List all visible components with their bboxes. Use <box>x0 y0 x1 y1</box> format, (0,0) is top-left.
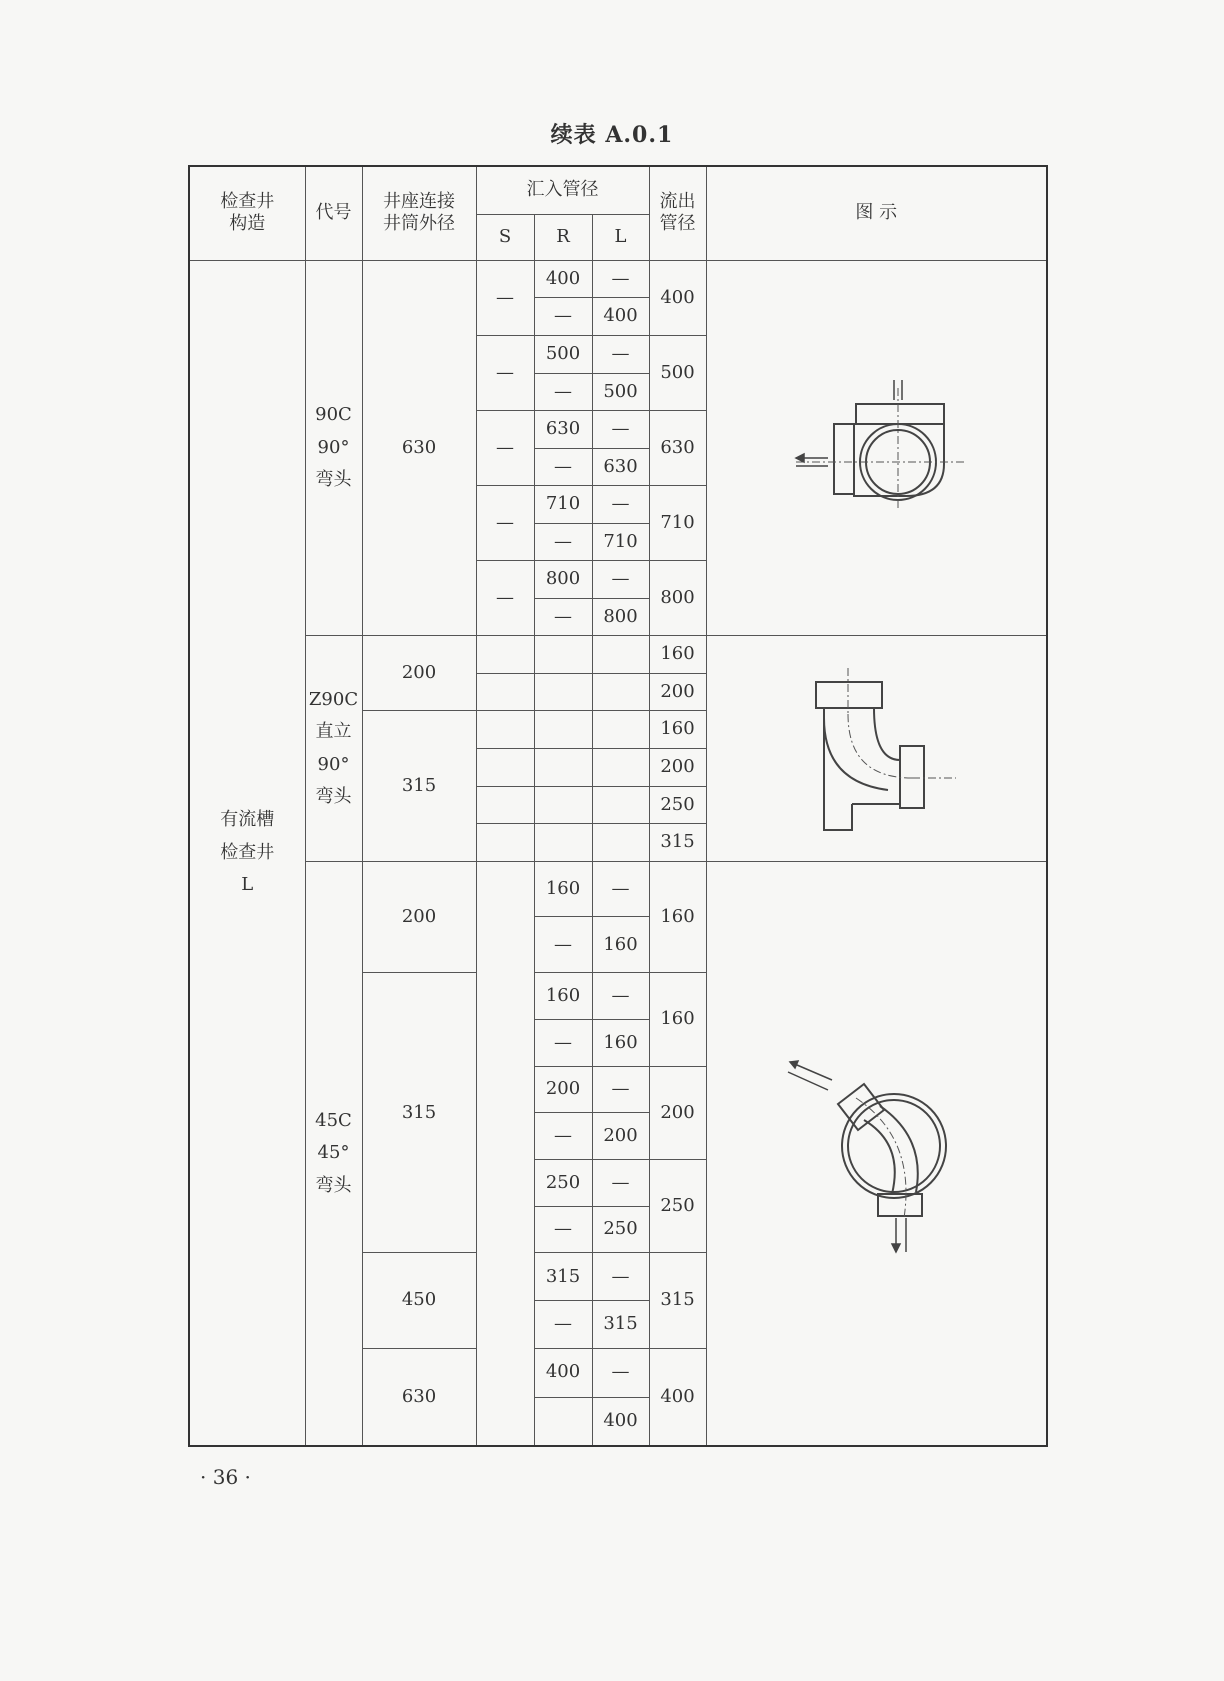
header-s: S <box>476 215 534 261</box>
seat-90c: 630 <box>362 260 476 635</box>
spec-table <box>188 165 1048 1447</box>
header-seat-od-line1: 井座连接 <box>383 190 455 212</box>
r-cell: 315 <box>534 1253 592 1301</box>
header-l: L <box>592 215 649 261</box>
l-cell <box>592 749 649 787</box>
l-cell <box>592 636 649 674</box>
l-cell: — <box>592 973 649 1020</box>
s-cell <box>476 673 534 711</box>
outlet-cell: 250 <box>649 1160 706 1253</box>
r-cell: — <box>534 598 592 636</box>
r-cell: — <box>534 1113 592 1160</box>
structure-label-line2: 检查井 <box>220 841 275 863</box>
l-cell: 400 <box>592 298 649 336</box>
r-cell: 800 <box>534 561 592 599</box>
r-cell <box>534 824 592 862</box>
r-cell: 500 <box>534 335 592 373</box>
r-cell: 630 <box>534 411 592 449</box>
figure-z90c <box>706 636 1047 861</box>
l-cell: 800 <box>592 598 649 636</box>
code-z90c-line2: 直立 <box>315 721 352 742</box>
seat-45c: 450 <box>362 1253 476 1348</box>
l-cell: 160 <box>592 917 649 973</box>
seat-z90c-b: 315 <box>362 711 476 861</box>
figure-45c <box>706 861 1047 1446</box>
s-cell: — <box>476 486 534 561</box>
l-cell: 400 <box>592 1397 649 1446</box>
header-structure <box>189 166 305 260</box>
page-number: · 36 · <box>200 1465 251 1489</box>
l-cell <box>592 711 649 749</box>
r-cell: — <box>534 298 592 336</box>
header-seat-od <box>362 166 476 260</box>
seat-45c: 630 <box>362 1348 476 1446</box>
outlet-cell: 400 <box>649 260 706 335</box>
l-cell: 200 <box>592 1113 649 1160</box>
code-45c <box>305 861 362 1446</box>
header-code: 代号 <box>305 166 362 260</box>
structure-label <box>189 260 305 1446</box>
r-cell <box>534 786 592 824</box>
header-seat-od-line2: 井筒外径 <box>383 213 455 235</box>
l-cell: — <box>592 486 649 524</box>
structure-label-line1: 有流槽 <box>220 809 275 831</box>
header-inlet: 汇入管径 <box>476 166 649 215</box>
s-cell: — <box>476 335 534 410</box>
code-45c-line3: 弯头 <box>315 1174 352 1196</box>
l-cell: 710 <box>592 523 649 561</box>
r-cell: — <box>534 1301 592 1349</box>
r-cell: — <box>534 1206 592 1253</box>
l-cell: — <box>592 411 649 449</box>
r-cell <box>534 749 592 787</box>
s-cell <box>476 824 534 862</box>
elbow-45-drawing <box>776 1048 976 1258</box>
l-cell: 315 <box>592 1301 649 1349</box>
l-cell: — <box>592 260 649 298</box>
header-structure-line2: 构造 <box>229 213 266 235</box>
l-cell: 250 <box>592 1206 649 1253</box>
s-cell <box>476 636 534 674</box>
outlet-cell: 400 <box>649 1348 706 1446</box>
elbow-90-drawing <box>776 368 976 528</box>
seat-z90c-a: 200 <box>362 636 476 711</box>
outlet-cell: 160 <box>649 711 706 749</box>
page-title: 续表 A.0.1 <box>550 122 674 148</box>
upright-elbow-drawing <box>776 654 976 844</box>
r-cell: 160 <box>534 861 592 917</box>
l-cell <box>592 786 649 824</box>
code-90c-line1: 90C <box>315 404 352 426</box>
outlet-cell: 710 <box>649 486 706 561</box>
l-cell: — <box>592 861 649 917</box>
r-cell: — <box>534 448 592 486</box>
code-90c <box>305 260 362 635</box>
r-cell: 400 <box>534 1348 592 1397</box>
seat-45c: 200 <box>362 861 476 973</box>
outlet-cell: 160 <box>649 861 706 973</box>
l-cell: — <box>592 1066 649 1113</box>
code-45c-line1: 45C <box>315 1109 352 1131</box>
s-cell: — <box>476 411 534 486</box>
outlet-cell: 200 <box>649 673 706 711</box>
code-90c-line3: 弯头 <box>315 469 352 491</box>
outlet-cell: 630 <box>649 411 706 486</box>
l-cell: — <box>592 1160 649 1207</box>
l-cell: — <box>592 335 649 373</box>
l-cell: 160 <box>592 1019 649 1066</box>
outlet-cell: 800 <box>649 561 706 636</box>
l-cell <box>592 824 649 862</box>
s-cell <box>476 786 534 824</box>
header-outlet <box>649 166 706 260</box>
s-cell <box>476 711 534 749</box>
r-cell: — <box>534 373 592 411</box>
outlet-cell: 500 <box>649 335 706 410</box>
r-cell: — <box>534 1019 592 1066</box>
code-z90c <box>305 636 362 861</box>
l-cell: 630 <box>592 448 649 486</box>
header-r: R <box>534 215 592 261</box>
code-90c-line2: 90° <box>317 436 350 458</box>
l-cell: 500 <box>592 373 649 411</box>
outlet-cell: 160 <box>649 636 706 674</box>
r-cell: 200 <box>534 1066 592 1113</box>
structure-label-line3: L <box>241 874 254 896</box>
l-cell: — <box>592 561 649 599</box>
r-cell <box>534 711 592 749</box>
outlet-cell: 315 <box>649 824 706 862</box>
outlet-cell: 160 <box>649 973 706 1066</box>
l-cell <box>592 673 649 711</box>
outlet-cell: 250 <box>649 786 706 824</box>
code-z90c-line1: Z90C <box>308 688 359 710</box>
r-cell <box>534 673 592 711</box>
header-figure: 图 示 <box>706 166 1047 260</box>
figure-90c <box>706 260 1047 635</box>
code-z90c-line4: 弯头 <box>315 786 352 807</box>
header-structure-line1: 检查井 <box>220 190 275 212</box>
seat-45c: 315 <box>362 973 476 1253</box>
r-cell: 400 <box>534 260 592 298</box>
header-outlet-line1: 流出 <box>659 190 696 212</box>
r-cell <box>534 636 592 674</box>
r-cell: 250 <box>534 1160 592 1207</box>
outlet-cell: 200 <box>649 749 706 787</box>
s-cell: — <box>476 260 534 335</box>
r-cell <box>534 1397 592 1446</box>
outlet-cell: 315 <box>649 1253 706 1348</box>
r-cell: — <box>534 917 592 973</box>
r-cell: 710 <box>534 486 592 524</box>
l-cell: — <box>592 1348 649 1397</box>
s-cell: — <box>476 561 534 636</box>
r-cell: 160 <box>534 973 592 1020</box>
outlet-cell: 200 <box>649 1066 706 1159</box>
r-cell: — <box>534 523 592 561</box>
s-cell <box>476 861 534 1446</box>
l-cell: — <box>592 1253 649 1301</box>
s-cell <box>476 749 534 787</box>
code-45c-line2: 45° <box>317 1142 350 1164</box>
header-outlet-line2: 管径 <box>659 213 696 235</box>
code-z90c-line3: 90° <box>317 753 350 775</box>
